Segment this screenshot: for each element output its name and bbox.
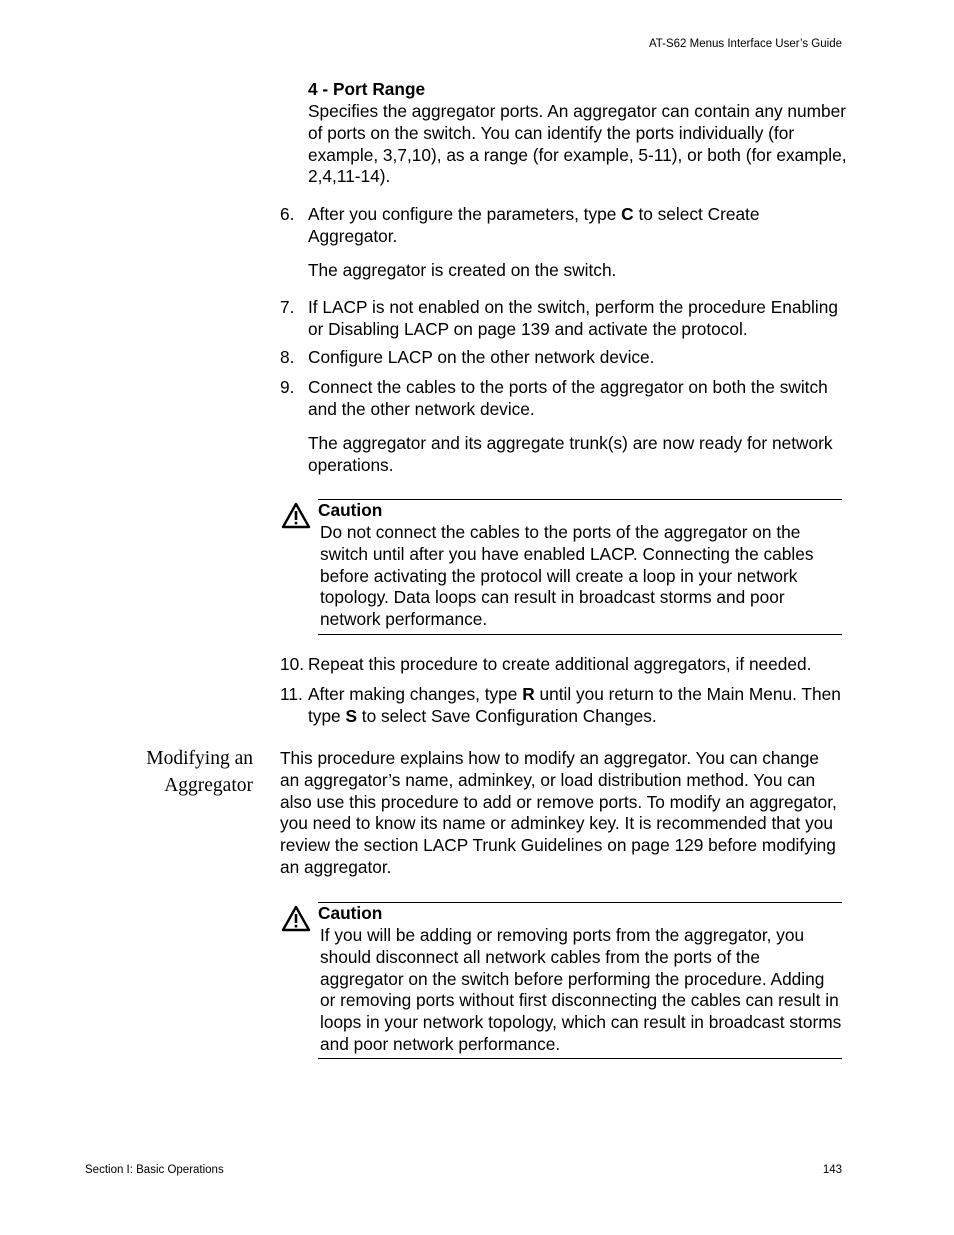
caution-2-top-rule: [318, 902, 842, 903]
save-key: S: [345, 705, 357, 726]
port-range-text: Specifies the aggregator ports. An aggregator can contain any number of ports on the switch. You can identify the ports individually (for example, 3,7,10), as a range (for example, 5-11), or both (for example, 2,4,11-14).: [308, 101, 847, 187]
section-text: This procedure explains how to modify an aggregator. You can change an aggregator’s name, adminkey, or load distribution method. You can also use this procedure to add or remove ports. To modify an aggregator, you need to know its name or adminkey key. It is recommended that you review the section LACP Trunk Guidelines on page 129 before modifying an aggregator.: [280, 748, 837, 877]
step-8-text: Configure LACP on the other network device.: [308, 347, 655, 367]
warning-icon: [281, 502, 311, 529]
running-header: AT-S62 Menus Interface User’s Guide: [648, 38, 842, 50]
step-8-number: 8.: [280, 347, 295, 367]
step-11-text: After making changes, type R until you return to the Main Menu. Then type S to select Save Configuration Changes.: [308, 684, 841, 726]
warning-icon: [281, 905, 311, 932]
caution-1-text: Do not connect the cables to the ports of the aggregator on the switch until after you have enabled LACP. Connecting the cables before activating the protocol will create a loop in your network topology. Data loops can result in broadcast storms and poor network performance.: [320, 522, 814, 630]
return-key: R: [522, 684, 535, 704]
create-key: C: [621, 204, 634, 224]
caution-2-text: If you will be adding or removing ports from the aggregator, you should disconnect all network cables from the ports of the aggregator on the switch before performing the procedure. Adding or removing ports without first disconnecting the cables can result in loops in your network topology, which can result in broadcast storms and poor network performance.: [320, 925, 842, 1054]
step-9-text: Connect the cables to the ports of the aggregator on both the switch and the other network device.: [308, 377, 828, 419]
port-range-heading: 4 - Port Range: [308, 79, 426, 99]
page-number: 143: [822, 1164, 842, 1176]
section-heading: [100, 745, 253, 799]
step-9-number: 9.: [280, 377, 295, 397]
step-6-number: 6.: [280, 204, 295, 224]
step-6-text: After you configure the parameters, type C to select Create Aggregator.: [308, 204, 760, 246]
step-10-text: Repeat this procedure to create additional aggregators, if needed.: [308, 654, 812, 674]
caution-2-bottom-rule: [318, 1058, 842, 1059]
caution-1-title: Caution: [318, 500, 383, 520]
caution-1-top-rule: [318, 499, 842, 500]
caution-1-bottom-rule: [318, 634, 842, 635]
step-10-number: 10.: [280, 654, 305, 674]
step-7-number: 7.: [280, 297, 295, 317]
section-heading-line-1: Modifying an: [146, 748, 253, 769]
step-11-number: 11.: [280, 684, 303, 704]
caution-2-title: Caution: [318, 903, 383, 923]
section-heading-line-2: Aggregator: [164, 775, 253, 796]
step-9-note: The aggregator and its aggregate trunk(s) are now ready for network operations.: [308, 433, 833, 475]
step-7-text: If LACP is not enabled on the switch, perform the procedure Enabling or Disabling LACP on page 139 and activate the protocol.: [308, 297, 838, 339]
footer-section: Section I: Basic Operations: [85, 1164, 224, 1176]
step-6-note: The aggregator is created on the switch.: [308, 260, 617, 280]
